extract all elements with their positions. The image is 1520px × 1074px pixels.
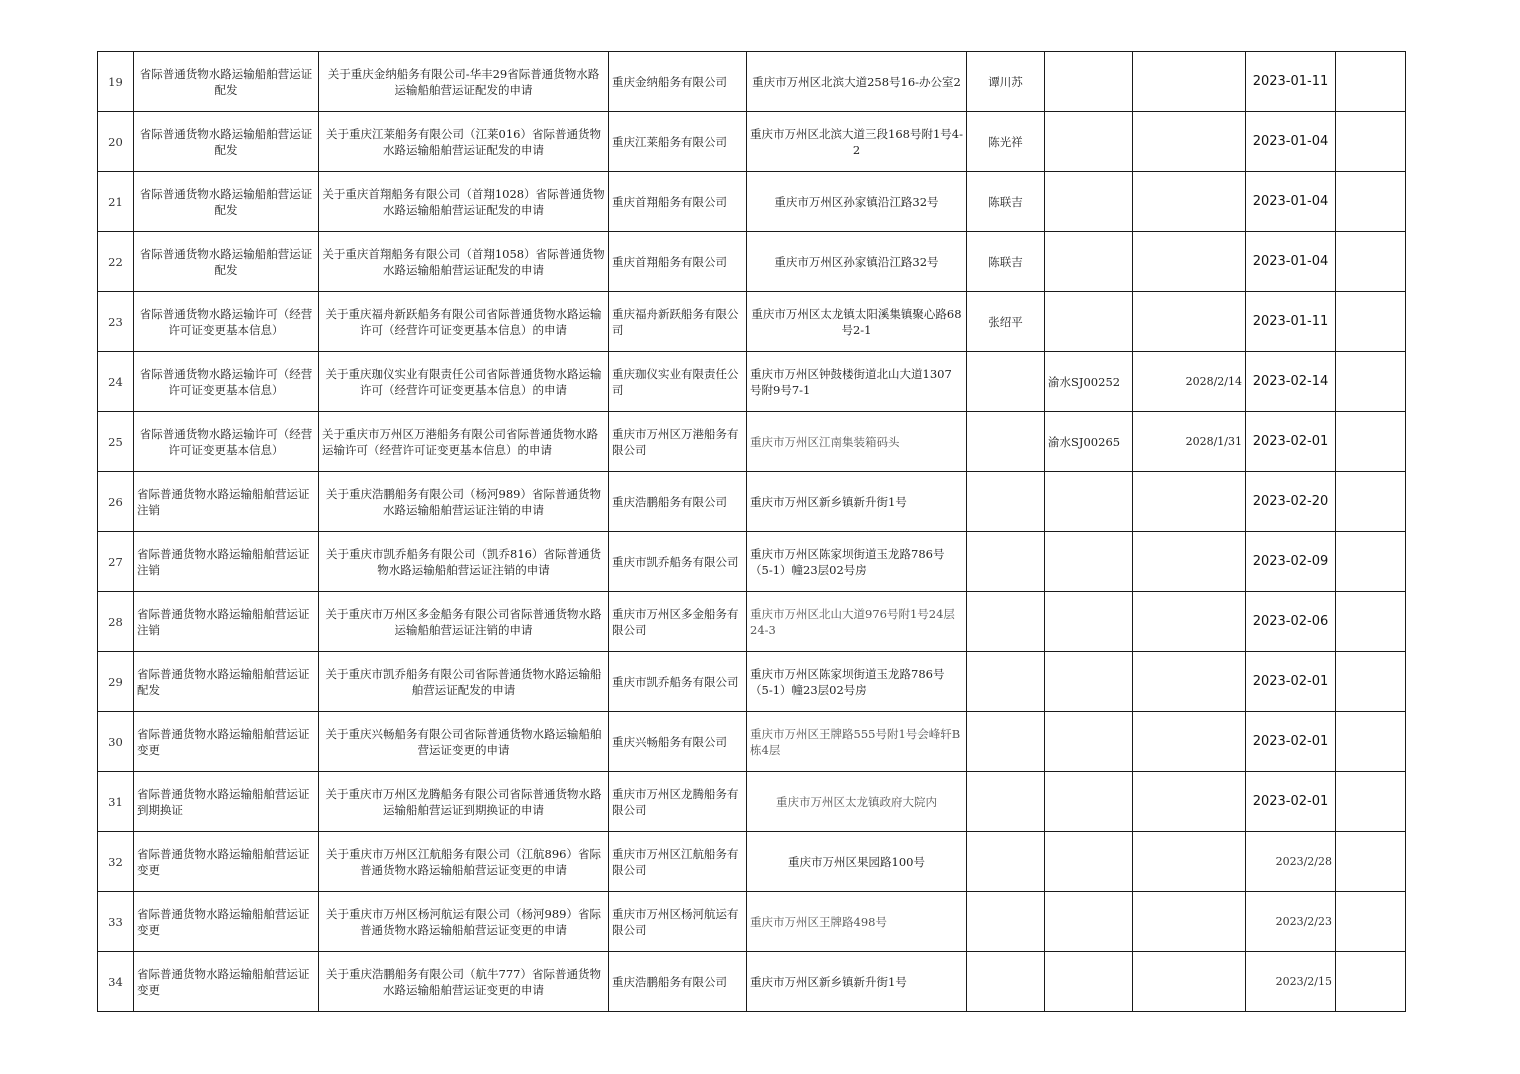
row-number: 32 (98, 832, 134, 892)
company-cell: 重庆市万州区龙腾船务有限公司 (609, 772, 747, 832)
blank-cell (1336, 712, 1406, 772)
company-cell: 重庆市凯乔船务有限公司 (609, 652, 747, 712)
address-cell: 重庆市万州区孙家镇沿江路32号 (747, 172, 967, 232)
date-cell: 2023-02-20 (1246, 472, 1336, 532)
address-cell: 重庆市万州区北滨大道258号16-办公室2 (747, 52, 967, 112)
row-number: 19 (98, 52, 134, 112)
address-cell: 重庆市万州区陈家坝街道玉龙路786号（5-1）幢23层02号房 (747, 532, 967, 592)
item-cell: 省际普通货物水路运输船舶营运证注销 (134, 592, 319, 652)
table-row (98, 112, 1406, 172)
expiry-cell: 2028/2/14 (1133, 352, 1246, 412)
item-cell: 省际普通货物水路运输船舶营运证注销 (134, 532, 319, 592)
date-cell: 2023-02-09 (1246, 532, 1336, 592)
row-number: 23 (98, 292, 134, 352)
person-cell (967, 472, 1045, 532)
date-cell: 2023-01-04 (1246, 112, 1336, 172)
company-cell: 重庆首翔船务有限公司 (609, 232, 747, 292)
expiry-cell (1133, 712, 1246, 772)
row-number: 25 (98, 412, 134, 472)
address-cell: 重庆市万州区江南集装箱码头 (747, 412, 967, 472)
address-cell: 重庆市万州区钟鼓楼街道北山大道1307号附9号7-1 (747, 352, 967, 412)
date-cell: 2023-01-04 (1246, 232, 1336, 292)
person-cell (967, 352, 1045, 412)
blank-cell (1336, 532, 1406, 592)
expiry-cell (1133, 472, 1246, 532)
person-cell (967, 832, 1045, 892)
table-row (98, 532, 1406, 592)
license-cell (1045, 172, 1133, 232)
blank-cell (1336, 232, 1406, 292)
expiry-cell (1133, 592, 1246, 652)
blank-cell (1336, 472, 1406, 532)
address-cell: 重庆市万州区太龙镇太阳溪集镇聚心路68号2-1 (747, 292, 967, 352)
item-cell: 省际普通货物水路运输船舶营运证变更 (134, 952, 319, 1012)
row-number: 28 (98, 592, 134, 652)
table-row (98, 232, 1406, 292)
title-cell: 关于重庆市凯乔船务有限公司（凯乔816）省际普通货物水路运输船舶营运证注销的申请 (319, 532, 609, 592)
date-cell: 2023-02-14 (1246, 352, 1336, 412)
date-cell: 2023-02-06 (1246, 592, 1336, 652)
expiry-cell (1133, 292, 1246, 352)
table-row (98, 412, 1406, 472)
records-table (97, 51, 1406, 1012)
person-cell (967, 412, 1045, 472)
date-cell: 2023/2/23 (1246, 892, 1336, 952)
title-cell: 关于重庆市万州区多金船务有限公司省际普通货物水路运输船舶营运证注销的申请 (319, 592, 609, 652)
address-cell: 重庆市万州区王牌路498号 (747, 892, 967, 952)
title-cell: 关于重庆首翔船务有限公司（首翔1028）省际普通货物水路运输船舶营运证配发的申请 (319, 172, 609, 232)
date-cell: 2023-01-11 (1246, 52, 1336, 112)
address-cell: 重庆市万州区果园路100号 (747, 832, 967, 892)
company-cell: 重庆市万州区江航船务有限公司 (609, 832, 747, 892)
person-cell: 陈联吉 (967, 172, 1045, 232)
person-cell (967, 892, 1045, 952)
person-cell (967, 652, 1045, 712)
title-cell: 关于重庆市万州区万港船务有限公司省际普通货物水路运输许可（经营许可证变更基本信息）的申请 (319, 412, 609, 472)
blank-cell (1336, 172, 1406, 232)
address-cell: 重庆市万州区新乡镇新升街1号 (747, 952, 967, 1012)
table-row (98, 652, 1406, 712)
table-row (98, 592, 1406, 652)
license-cell (1045, 712, 1133, 772)
blank-cell (1336, 952, 1406, 1012)
item-cell: 省际普通货物水路运输船舶营运证配发 (134, 652, 319, 712)
person-cell: 张绍平 (967, 292, 1045, 352)
company-cell: 重庆福舟新跃船务有限公司 (609, 292, 747, 352)
person-cell: 谭川苏 (967, 52, 1045, 112)
row-number: 29 (98, 652, 134, 712)
item-cell: 省际普通货物水路运输许可（经营许可证变更基本信息） (134, 352, 319, 412)
expiry-cell (1133, 532, 1246, 592)
license-cell (1045, 652, 1133, 712)
row-number: 26 (98, 472, 134, 532)
expiry-cell (1133, 892, 1246, 952)
address-cell: 重庆市万州区孙家镇沿江路32号 (747, 232, 967, 292)
person-cell (967, 592, 1045, 652)
company-cell: 重庆首翔船务有限公司 (609, 172, 747, 232)
item-cell: 省际普通货物水路运输船舶营运证变更 (134, 892, 319, 952)
row-number: 22 (98, 232, 134, 292)
title-cell: 关于重庆首翔船务有限公司（首翔1058）省际普通货物水路运输船舶营运证配发的申请 (319, 232, 609, 292)
blank-cell (1336, 112, 1406, 172)
company-cell: 重庆珈仪实业有限责任公司 (609, 352, 747, 412)
address-cell: 重庆市万州区王牌路555号附1号会峰轩B栋4层 (747, 712, 967, 772)
company-cell: 重庆市万州区杨河航运有限公司 (609, 892, 747, 952)
blank-cell (1336, 352, 1406, 412)
item-cell: 省际普通货物水路运输船舶营运证变更 (134, 832, 319, 892)
date-cell: 2023-01-11 (1246, 292, 1336, 352)
date-cell: 2023-02-01 (1246, 772, 1336, 832)
title-cell: 关于重庆市凯乔船务有限公司省际普通货物水路运输船舶营运证配发的申请 (319, 652, 609, 712)
item-cell: 省际普通货物水路运输船舶营运证配发 (134, 172, 319, 232)
expiry-cell (1133, 652, 1246, 712)
license-cell (1045, 472, 1133, 532)
person-cell (967, 772, 1045, 832)
expiry-cell (1133, 112, 1246, 172)
company-cell: 重庆浩鹏船务有限公司 (609, 952, 747, 1012)
row-number: 20 (98, 112, 134, 172)
table-row (98, 472, 1406, 532)
title-cell: 关于重庆市万州区龙腾船务有限公司省际普通货物水路运输船舶营运证到期换证的申请 (319, 772, 609, 832)
item-cell: 省际普通货物水路运输许可（经营许可证变更基本信息） (134, 412, 319, 472)
expiry-cell (1133, 52, 1246, 112)
expiry-cell (1133, 772, 1246, 832)
address-cell: 重庆市万州区北山大道976号附1号24层24-3 (747, 592, 967, 652)
item-cell: 省际普通货物水路运输船舶营运证配发 (134, 112, 319, 172)
person-cell (967, 712, 1045, 772)
title-cell: 关于重庆珈仪实业有限责任公司省际普通货物水路运输许可（经营许可证变更基本信息）的申请 (319, 352, 609, 412)
blank-cell (1336, 292, 1406, 352)
title-cell: 关于重庆兴畅船务有限公司省际普通货物水路运输船舶营运证变更的申请 (319, 712, 609, 772)
table-row (98, 172, 1406, 232)
blank-cell (1336, 52, 1406, 112)
title-cell: 关于重庆浩鹏船务有限公司（航牛777）省际普通货物水路运输船舶营运证变更的申请 (319, 952, 609, 1012)
date-cell: 2023-02-01 (1246, 652, 1336, 712)
license-cell (1045, 532, 1133, 592)
person-cell (967, 532, 1045, 592)
company-cell: 重庆江莱船务有限公司 (609, 112, 747, 172)
company-cell: 重庆浩鹏船务有限公司 (609, 472, 747, 532)
blank-cell (1336, 412, 1406, 472)
expiry-cell (1133, 172, 1246, 232)
company-cell: 重庆金纳船务有限公司 (609, 52, 747, 112)
date-cell: 2023-02-01 (1246, 712, 1336, 772)
item-cell: 省际普通货物水路运输船舶营运证注销 (134, 472, 319, 532)
table-row (98, 952, 1406, 1012)
title-cell: 关于重庆江莱船务有限公司（江莱016）省际普通货物水路运输船舶营运证配发的申请 (319, 112, 609, 172)
license-cell (1045, 832, 1133, 892)
blank-cell (1336, 772, 1406, 832)
row-number: 31 (98, 772, 134, 832)
table-row (98, 292, 1406, 352)
title-cell: 关于重庆市万州区杨河航运有限公司（杨河989）省际普通货物水路运输船舶营运证变更的申请 (319, 892, 609, 952)
blank-cell (1336, 652, 1406, 712)
row-number: 21 (98, 172, 134, 232)
expiry-cell (1133, 952, 1246, 1012)
item-cell: 省际普通货物水路运输船舶营运证配发 (134, 232, 319, 292)
address-cell: 重庆市万州区太龙镇政府大院内 (747, 772, 967, 832)
date-cell: 2023/2/15 (1246, 952, 1336, 1012)
license-cell: 渝水SJ00252 (1045, 352, 1133, 412)
person-cell: 陈联吉 (967, 232, 1045, 292)
item-cell: 省际普通货物水路运输船舶营运证到期换证 (134, 772, 319, 832)
person-cell: 陈光祥 (967, 112, 1045, 172)
table-body (98, 52, 1406, 1012)
company-cell: 重庆市凯乔船务有限公司 (609, 532, 747, 592)
row-number: 27 (98, 532, 134, 592)
blank-cell (1336, 592, 1406, 652)
title-cell: 关于重庆市万州区江航船务有限公司（江航896）省际普通货物水路运输船舶营运证变更的申请 (319, 832, 609, 892)
item-cell: 省际普通货物水路运输船舶营运证变更 (134, 712, 319, 772)
table-row (98, 52, 1406, 112)
row-number: 30 (98, 712, 134, 772)
company-cell: 重庆市万州区多金船务有限公司 (609, 592, 747, 652)
date-cell: 2023-01-04 (1246, 172, 1336, 232)
title-cell: 关于重庆浩鹏船务有限公司（杨河989）省际普通货物水路运输船舶营运证注销的申请 (319, 472, 609, 532)
title-cell: 关于重庆福舟新跃船务有限公司省际普通货物水路运输许可（经营许可证变更基本信息）的申请 (319, 292, 609, 352)
license-cell: 渝水SJ00265 (1045, 412, 1133, 472)
table-row (98, 832, 1406, 892)
license-cell (1045, 292, 1133, 352)
license-cell (1045, 232, 1133, 292)
date-cell: 2023-02-01 (1246, 412, 1336, 472)
item-cell: 省际普通货物水路运输许可（经营许可证变更基本信息） (134, 292, 319, 352)
expiry-cell: 2028/1/31 (1133, 412, 1246, 472)
expiry-cell (1133, 832, 1246, 892)
row-number: 24 (98, 352, 134, 412)
license-cell (1045, 112, 1133, 172)
table-row (98, 712, 1406, 772)
item-cell: 省际普通货物水路运输船舶营运证配发 (134, 52, 319, 112)
person-cell (967, 952, 1045, 1012)
table-row (98, 772, 1406, 832)
company-cell: 重庆市万州区万港船务有限公司 (609, 412, 747, 472)
license-cell (1045, 772, 1133, 832)
expiry-cell (1133, 232, 1246, 292)
company-cell: 重庆兴畅船务有限公司 (609, 712, 747, 772)
license-cell (1045, 892, 1133, 952)
row-number: 33 (98, 892, 134, 952)
address-cell: 重庆市万州区北滨大道三段168号附1号4-2 (747, 112, 967, 172)
address-cell: 重庆市万州区陈家坝街道玉龙路786号（5-1）幢23层02号房 (747, 652, 967, 712)
address-cell: 重庆市万州区新乡镇新升街1号 (747, 472, 967, 532)
table-row (98, 352, 1406, 412)
license-cell (1045, 592, 1133, 652)
title-cell: 关于重庆金纳船务有限公司-华丰29省际普通货物水路运输船舶营运证配发的申请 (319, 52, 609, 112)
date-cell: 2023/2/28 (1246, 832, 1336, 892)
table-row (98, 892, 1406, 952)
license-cell (1045, 52, 1133, 112)
license-cell (1045, 952, 1133, 1012)
row-number: 34 (98, 952, 134, 1012)
blank-cell (1336, 832, 1406, 892)
blank-cell (1336, 892, 1406, 952)
